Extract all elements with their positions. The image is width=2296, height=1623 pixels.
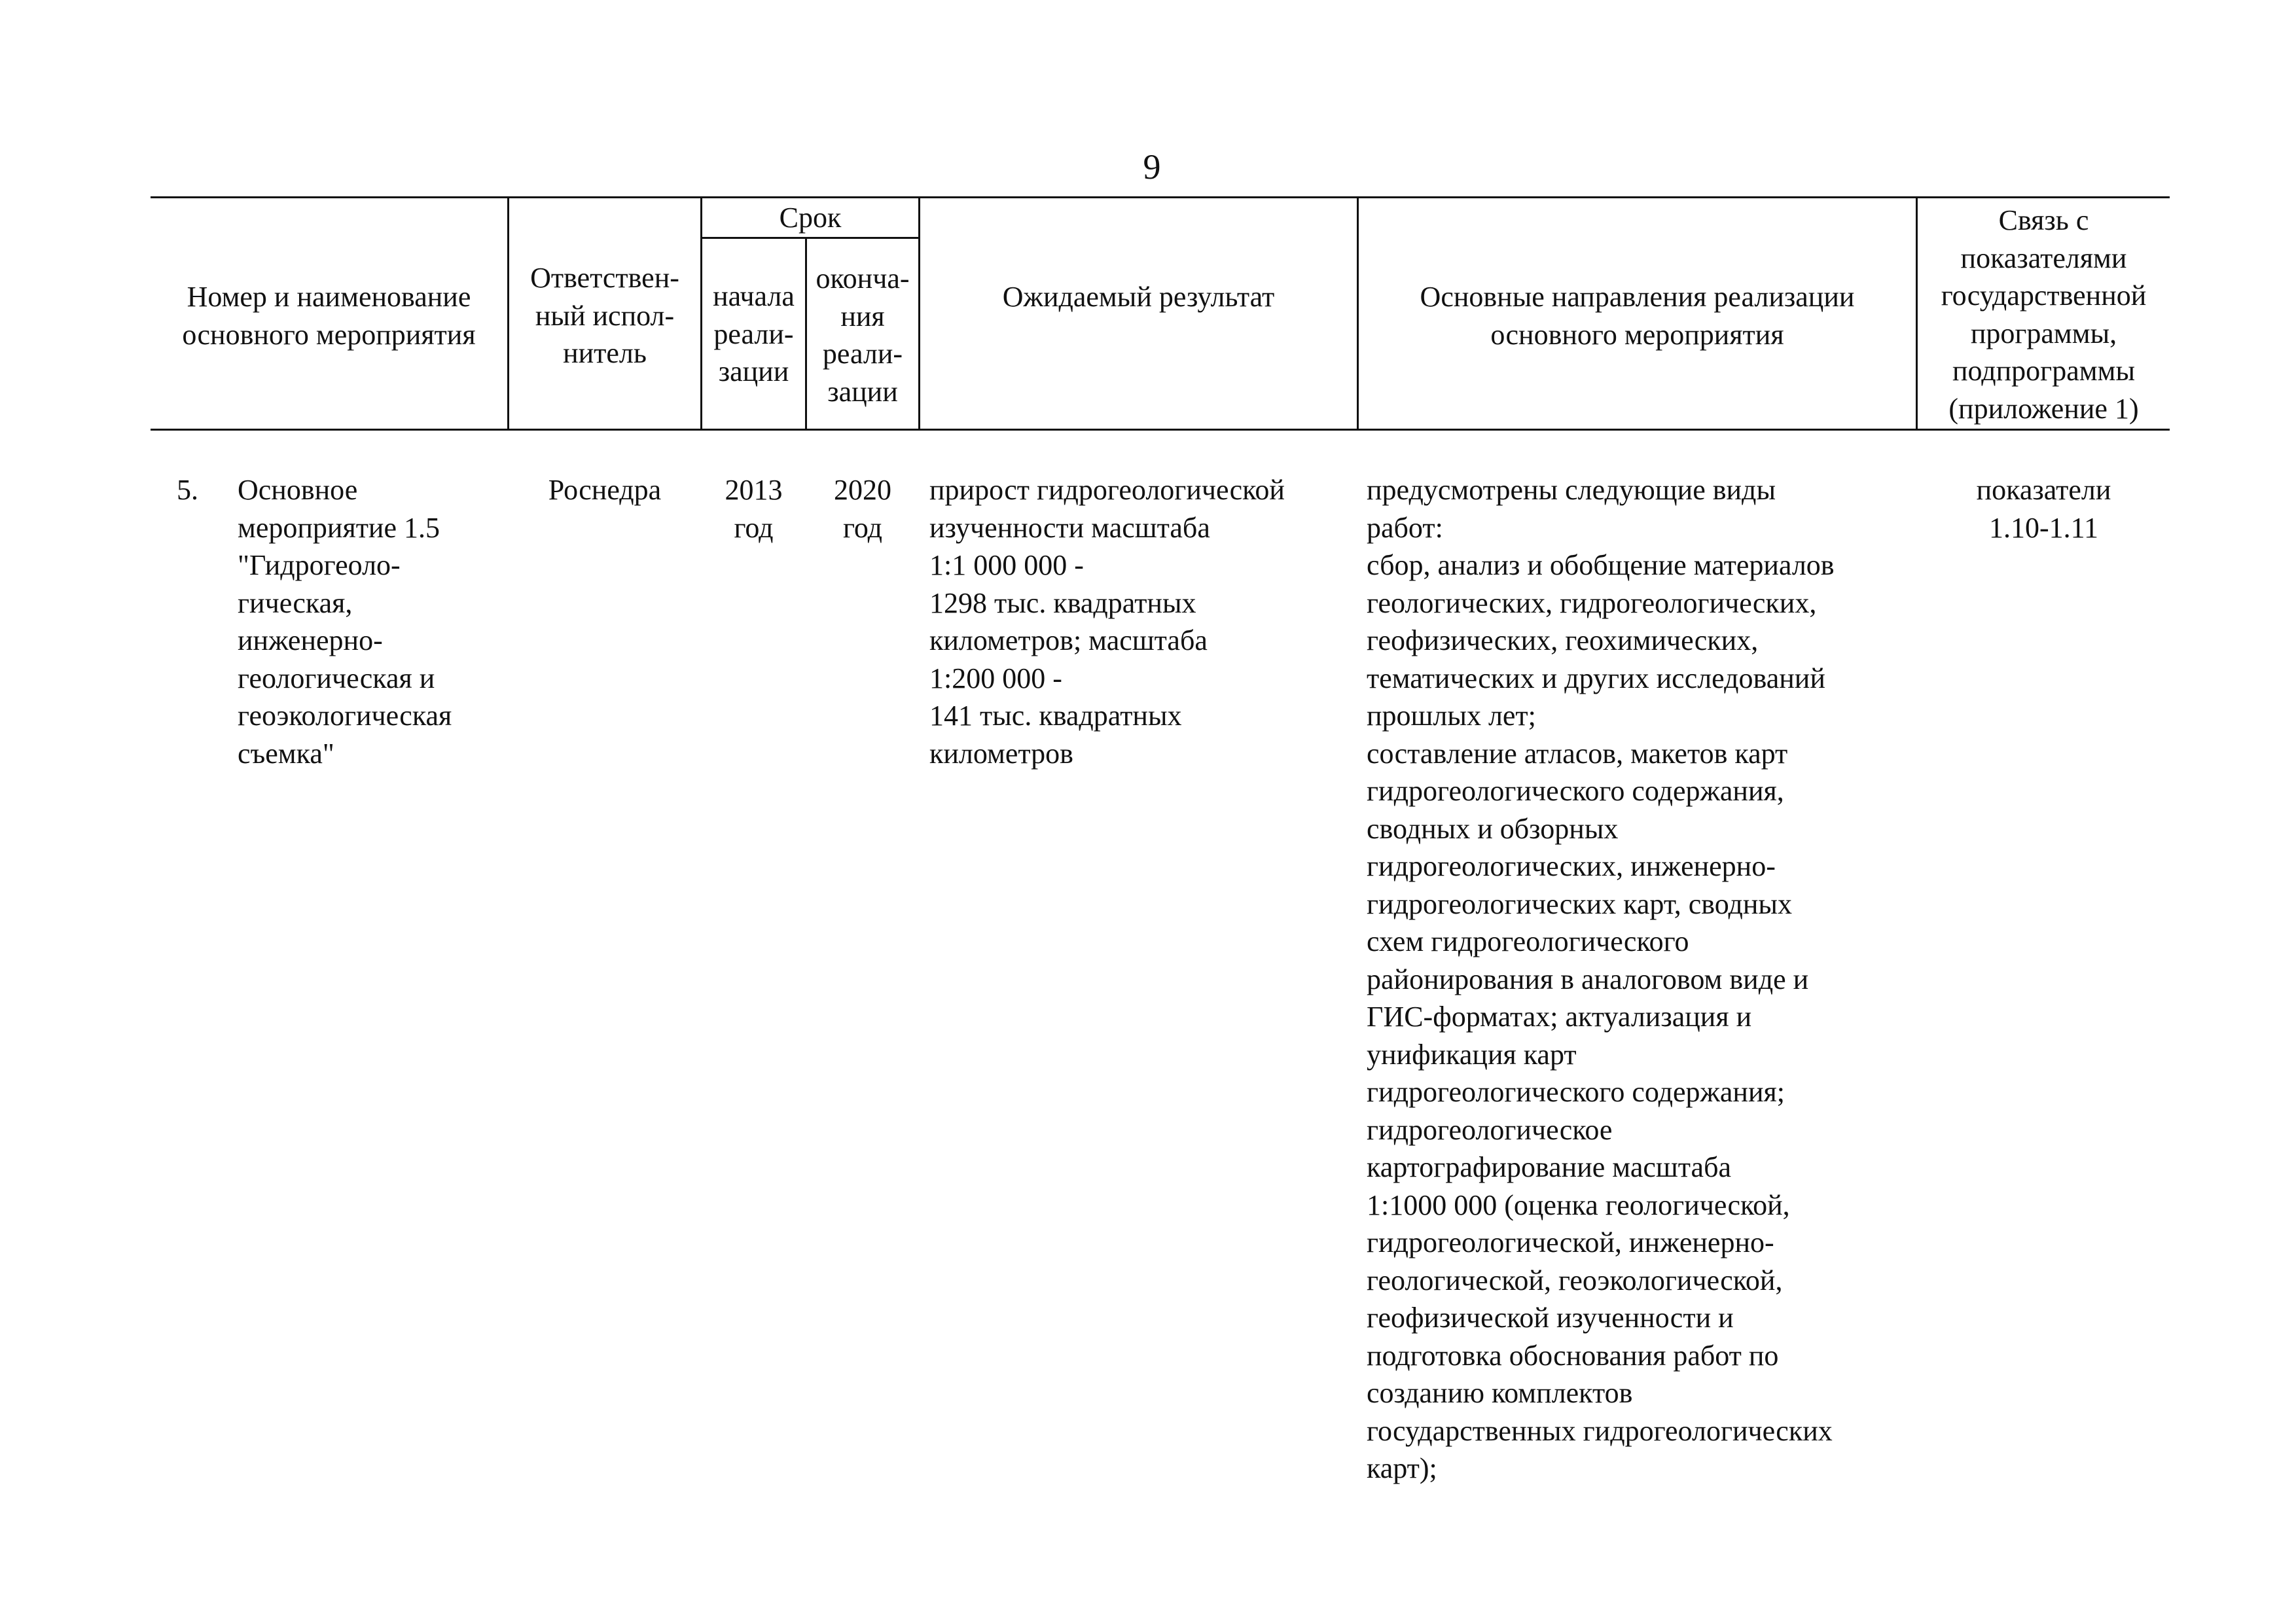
row-result: прирост гидрогеологической изученности масштаба 1:1 000 000 - 1298 тыс. квадратных километров; масштаба 1:200 000 - 141 тыс. квадратных километров	[929, 474, 1285, 770]
header-bottom-rule	[151, 429, 2170, 431]
header-term: Срок	[779, 202, 842, 234]
header-end: оконча- ния реали- зации	[816, 262, 910, 408]
row-name: Основное мероприятие 1.5 "Гидрогеоло- гическая, инженерно- геологическая и геоэкологическая съемка"	[238, 474, 452, 770]
row-directions: предусмотрены следующие виды работ: сбор, анализ и обобщение материалов геологических, гидрогеологических, геофизических, геохимических, тематических и других исследований прошлых лет; составление атласов, макетов карт гидрогеологического содержания, сводных и обзорных гидрогеологических, инженерно- гидрогеологических карт, сводных схем гидрогеологического районирования в аналоговом виде и ГИС-форматах; актуализация и унификация карт гидрогеологического содержания; гидрогеологическое картографирование масштаба 1:1000 000 (оценка геологической, гидрогеологической, инженерно- геологической, геоэкологической, геофизической изученности и подготовка обоснования работ по созданию комплектов государственных гидрогеологических карт);	[1367, 474, 1835, 1484]
row-number: 5.	[177, 474, 198, 506]
term-sub-rule	[700, 237, 918, 239]
header-result: Ожидаемый результат	[1002, 281, 1275, 313]
header-executor: Ответствен- ный испол- нитель	[530, 262, 679, 369]
row-executor: Роснедра	[548, 474, 662, 506]
page-number: 9	[1143, 147, 1161, 187]
header-link: Связь с показателями государственной программы, подпрограммы (приложение 1)	[1941, 204, 2147, 425]
header-top-rule	[151, 196, 2170, 198]
row-end: 2020 год	[834, 474, 891, 544]
header-directions: Основные направления реализации основного мероприятия	[1420, 281, 1855, 351]
header-name: Номер и наименование основного мероприятия	[182, 281, 476, 351]
row-link: показатели 1.10-1.11	[1976, 474, 2111, 544]
measures-table	[151, 196, 2170, 1505]
header-start: начала реали- зации	[713, 280, 795, 387]
row-start: 2013 год	[725, 474, 783, 544]
